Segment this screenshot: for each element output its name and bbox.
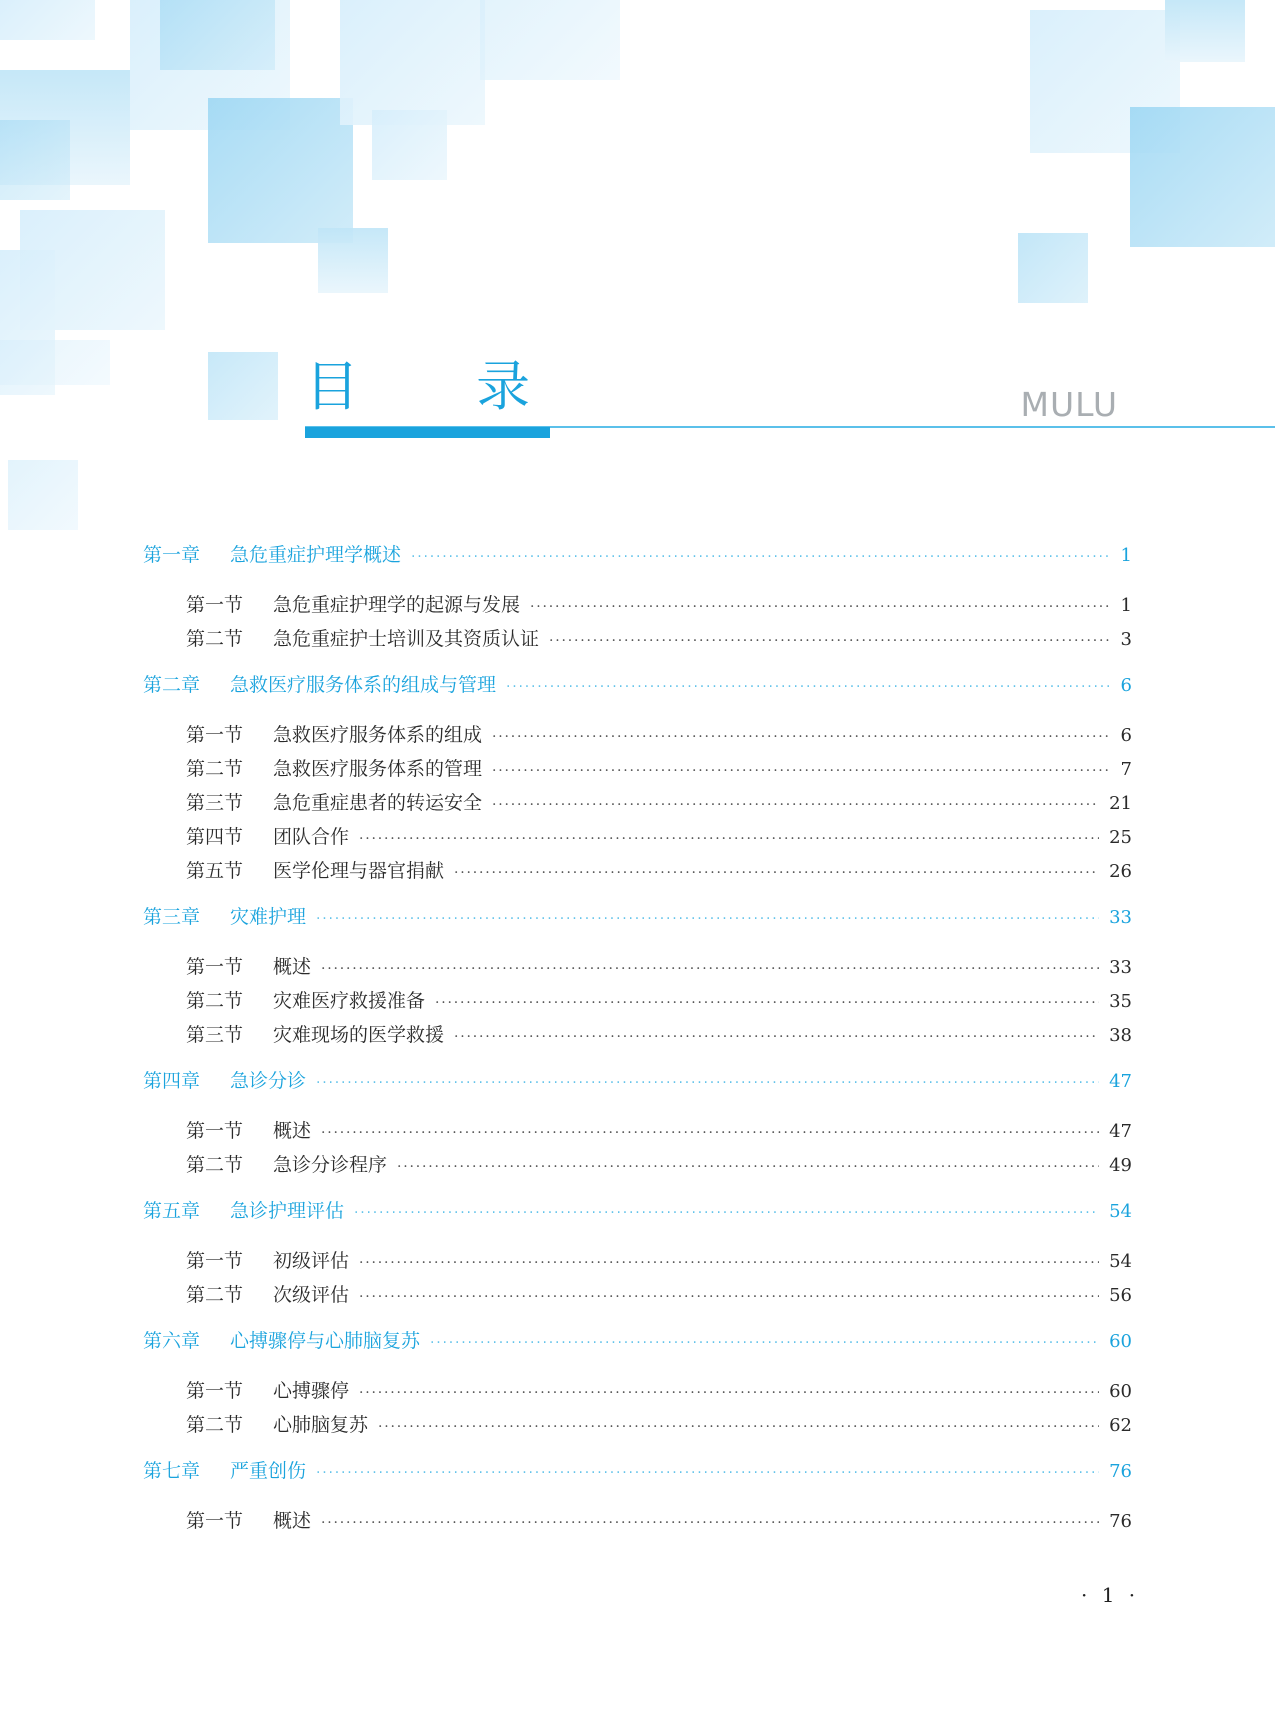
section-page: 25: [1109, 827, 1132, 848]
toc-section-row[interactable]: [143, 786, 1132, 820]
leader-dots: [359, 822, 1099, 856]
chapter-page: 1: [1120, 545, 1132, 566]
section-number: 第一节: [186, 594, 244, 616]
section-number: 第一节: [186, 956, 244, 978]
chapter-title: 急救医疗服务体系的组成与管理: [230, 674, 497, 696]
section-title: 急危重症护士培训及其资质认证: [273, 628, 540, 650]
leader-dots: [316, 1456, 1099, 1490]
section-number: 第一节: [186, 1510, 244, 1532]
section-title: 医学伦理与器官捐献: [273, 860, 445, 882]
section-number: 第三节: [186, 792, 244, 814]
section-number: 第二节: [186, 1284, 244, 1306]
toc-section-row[interactable]: [143, 1504, 1132, 1538]
toc-title-block: [305, 355, 581, 418]
section-number: 第三节: [186, 1024, 244, 1046]
chapter-page: 54: [1109, 1201, 1132, 1222]
section-page: 56: [1109, 1285, 1132, 1306]
leader-dots: [430, 1326, 1099, 1360]
section-page: 7: [1120, 759, 1132, 780]
section-title: 概述: [273, 1120, 312, 1142]
chapter-number: 第一章: [143, 544, 201, 566]
leader-dots: [321, 1116, 1099, 1150]
section-number: 第一节: [186, 1250, 244, 1272]
leader-dots: [492, 754, 1111, 788]
section-title: 心肺脑复苏: [273, 1414, 369, 1436]
leader-dots: [454, 856, 1099, 890]
toc-chapter-row[interactable]: [143, 538, 1132, 572]
section-number: 第二节: [186, 990, 244, 1012]
chapter-number: 第五章: [143, 1200, 201, 1222]
toc-section-row[interactable]: [143, 1374, 1132, 1408]
section-title: 急救医疗服务体系的管理: [273, 758, 483, 780]
section-title: 初级评估: [273, 1250, 350, 1272]
toc-section-row[interactable]: [143, 622, 1132, 656]
chapter-page: 76: [1109, 1461, 1132, 1482]
toc-section-row[interactable]: [143, 1018, 1132, 1052]
title-accent-bar: [305, 427, 550, 438]
section-page: 33: [1109, 957, 1132, 978]
leader-dots: [530, 590, 1111, 624]
leader-dots: [321, 1506, 1099, 1540]
toc-chapter-row[interactable]: [143, 900, 1132, 934]
section-number: 第五节: [186, 860, 244, 882]
toc-chapter-row[interactable]: [143, 1194, 1132, 1228]
leader-dots: [397, 1150, 1099, 1184]
leader-dots: [378, 1410, 1099, 1444]
table-of-contents: [143, 538, 1132, 1538]
chapter-page: 60: [1109, 1331, 1132, 1352]
leader-dots: [359, 1280, 1099, 1314]
section-number: 第二节: [186, 1154, 244, 1176]
chapter-page: 33: [1109, 907, 1132, 928]
section-number: 第二节: [186, 1414, 244, 1436]
leader-dots: [354, 1196, 1099, 1230]
leader-dots: [492, 720, 1111, 754]
section-page: 49: [1109, 1155, 1132, 1176]
chapter-title: 心搏骤停与心肺脑复苏: [230, 1330, 421, 1352]
section-title: 急诊分诊程序: [273, 1154, 388, 1176]
section-title: 急危重症护理学的起源与发展: [273, 594, 521, 616]
section-page: 76: [1109, 1511, 1132, 1532]
section-title: 次级评估: [273, 1284, 350, 1306]
leader-dots: [492, 788, 1099, 822]
section-number: 第四节: [186, 826, 244, 848]
section-number: 第一节: [186, 724, 244, 746]
section-page: 21: [1109, 793, 1132, 814]
section-page: 6: [1120, 725, 1132, 746]
section-page: 60: [1109, 1381, 1132, 1402]
chapter-title: 急诊护理评估: [230, 1200, 345, 1222]
toc-section-row[interactable]: [143, 718, 1132, 752]
toc-section-row[interactable]: [143, 950, 1132, 984]
page-subtitle: MULU: [1020, 385, 1118, 424]
section-title: 急救医疗服务体系的组成: [273, 724, 483, 746]
toc-section-row[interactable]: [143, 854, 1132, 888]
toc-section-row[interactable]: [143, 1408, 1132, 1442]
section-page: 35: [1109, 991, 1132, 1012]
section-title: 灾难现场的医学救援: [273, 1024, 445, 1046]
toc-section-row[interactable]: [143, 1244, 1132, 1278]
chapter-title: 严重创伤: [230, 1460, 307, 1482]
leader-dots: [359, 1376, 1099, 1410]
leader-dots: [506, 670, 1111, 704]
section-page: 47: [1109, 1121, 1132, 1142]
toc-section-row[interactable]: [143, 752, 1132, 786]
page-title: 目 录: [305, 355, 581, 418]
section-page: 62: [1109, 1415, 1132, 1436]
leader-dots: [316, 902, 1099, 936]
toc-section-row[interactable]: [143, 1114, 1132, 1148]
toc-chapter-row[interactable]: [143, 1324, 1132, 1358]
toc-section-row[interactable]: [143, 820, 1132, 854]
chapter-number: 第二章: [143, 674, 201, 696]
section-title: 心搏骤停: [273, 1380, 350, 1402]
leader-dots: [359, 1246, 1099, 1280]
leader-dots: [321, 952, 1099, 986]
toc-chapter-row[interactable]: [143, 1064, 1132, 1098]
chapter-page: 6: [1120, 675, 1132, 696]
chapter-page: 47: [1109, 1071, 1132, 1092]
toc-chapter-row[interactable]: [143, 1454, 1132, 1488]
section-number: 第一节: [186, 1120, 244, 1142]
section-title: 概述: [273, 1510, 312, 1532]
chapter-number: 第四章: [143, 1070, 201, 1092]
leader-dots: [454, 1020, 1099, 1054]
page-number: · 1 ·: [1081, 1583, 1140, 1607]
section-title: 灾难医疗救援准备: [273, 990, 426, 1012]
section-page: 38: [1109, 1025, 1132, 1046]
leader-dots: [549, 624, 1111, 658]
leader-dots: [411, 540, 1111, 574]
section-page: 54: [1109, 1251, 1132, 1272]
section-number: 第二节: [186, 758, 244, 780]
leader-dots: [316, 1066, 1099, 1100]
section-number: 第一节: [186, 1380, 244, 1402]
chapter-number: 第七章: [143, 1460, 201, 1482]
chapter-title: 灾难护理: [230, 906, 307, 928]
leader-dots: [435, 986, 1099, 1020]
section-page: 26: [1109, 861, 1132, 882]
section-title: 团队合作: [273, 826, 350, 848]
section-page: 1: [1120, 595, 1132, 616]
chapter-title: 急危重症护理学概述: [230, 544, 402, 566]
chapter-title: 急诊分诊: [230, 1070, 307, 1092]
chapter-number: 第六章: [143, 1330, 201, 1352]
section-page: 3: [1120, 629, 1132, 650]
toc-section-row[interactable]: [143, 588, 1132, 622]
section-title: 概述: [273, 956, 312, 978]
section-number: 第二节: [186, 628, 244, 650]
toc-section-row[interactable]: [143, 1278, 1132, 1312]
chapter-number: 第三章: [143, 906, 201, 928]
toc-chapter-row[interactable]: [143, 668, 1132, 702]
toc-section-row[interactable]: [143, 1148, 1132, 1182]
section-title: 急危重症患者的转运安全: [273, 792, 483, 814]
toc-section-row[interactable]: [143, 984, 1132, 1018]
